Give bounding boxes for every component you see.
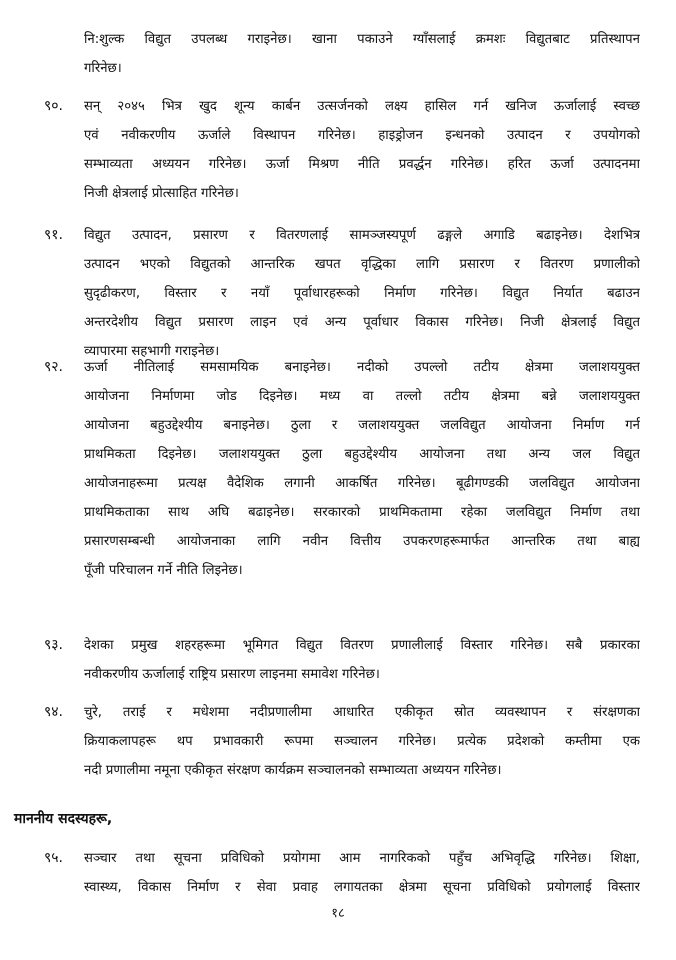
paragraph-line: निजी क्षेत्रलाई प्रोत्साहित गरिनेछ। bbox=[84, 186, 239, 201]
paragraph-line: व्यापारमा सहभागी गराइनेछ। bbox=[84, 344, 220, 359]
paragraph-line: सन् २०४५ भित्र खुद शून्य कार्बन उत्सर्जनको लक्ष्य हासिल गर्न खनिज ऊर्जालाई स्वच्छ bbox=[84, 99, 640, 114]
paragraph-line: उत्पादन भएको विद्युतको आन्तरिक खपत वृद्धिका लागि प्रसारण र वितरण प्रणालीको bbox=[84, 257, 640, 272]
paragraph-number: ९२. bbox=[44, 359, 64, 375]
paragraph-number: ९४. bbox=[44, 704, 64, 720]
paragraph-line: आयोजना बहुउद्देश्यीय बनाइनेछ। ठुला र जलाशययुक्त जलविद्युत आयोजना निर्माण गर्न bbox=[84, 418, 640, 433]
paragraph-line: नि:शुल्क विद्युत उपलब्ध गराइनेछ। खाना पकाउने ग्याँसलाई क्रमशः विद्युतबाट प्रतिस्थापन bbox=[84, 32, 640, 47]
paragraph-line: आयोजनाहरूमा प्रत्यक्ष वैदेशिक लगानी आकर्षित गरिनेछ। बूढीगण्डकी जलविद्युत आयोजना bbox=[84, 476, 640, 491]
paragraph-line: प्रसारणसम्बन्धी आयोजनाका लागि नवीन वित्तीय उपकरणहरूमार्फत आन्तरिक तथा बाह्य bbox=[84, 534, 640, 549]
paragraph-line: प्राथमिकता दिइनेछ। जलाशययुक्त ठुला बहुउद्देश्यीय आयोजना तथा अन्य जल विद्युत bbox=[84, 447, 640, 462]
paragraph-line: प्राथमिकताका साथ अघि बढाइनेछ। सरकारको प्राथमिकतामा रहेका जलविद्युत निर्माण तथा bbox=[84, 505, 640, 520]
paragraph-line: क्रियाकलापहरू थप प्रभावकारी रूपमा सञ्चालन गरिनेछ। प्रत्येक प्रदेशको कम्तीमा एक bbox=[84, 734, 640, 749]
paragraph-number: ९०. bbox=[44, 98, 64, 114]
paragraph-line: नदी प्रणालीमा नमूना एकीकृत संरक्षण कार्यक्रम सञ्चालनको सम्भाव्यता अध्ययन गरिनेछ। bbox=[84, 763, 502, 778]
paragraph-body bbox=[84, 221, 640, 366]
paragraph-line: पूँजी परिचालन गर्ने नीति लिइनेछ। bbox=[84, 563, 243, 578]
paragraph-body bbox=[84, 353, 640, 585]
paragraph-body bbox=[84, 631, 640, 689]
paragraph-number: ९३. bbox=[44, 637, 64, 653]
paragraph-body bbox=[84, 92, 640, 208]
paragraph-line: गरिनेछ। bbox=[84, 61, 122, 76]
paragraph-line: नवीकरणीय ऊर्जालाई राष्ट्रिय प्रसारण लाइनमा समावेश गरिनेछ। bbox=[84, 667, 380, 682]
section-heading: माननीय सदस्यहरू, bbox=[14, 811, 113, 827]
paragraph-line: देशका प्रमुख शहरहरूमा भूमिगत विद्युत वितरण प्रणालीलाई विस्तार गरिनेछ। सबै प्रकारका bbox=[84, 638, 640, 653]
paragraph-line: आयोजना निर्माणमा जोड दिइनेछ। मध्य वा तल्लो तटीय क्षेत्रमा बन्ने जलाशययुक्त bbox=[84, 389, 640, 404]
paragraph-line: एवं नवीकरणीय ऊर्जाले विस्थापन गरिनेछ। हाइड्रोजन इन्धनको उत्पादन र उपयोगको bbox=[84, 128, 640, 143]
paragraph-line: विद्युत उत्पादन, प्रसारण र वितरणलाई सामञ्जस्यपूर्ण ढङ्गले अगाडि बढाइनेछ। देशभित्र bbox=[84, 228, 640, 243]
page-number: १८ bbox=[331, 906, 345, 921]
paragraph-line: ऊर्जा नीतिलाई समसामयिक बनाइनेछ। नदीको उपल्लो तटीय क्षेत्रमा जलाशययुक्त bbox=[84, 360, 640, 375]
paragraph-line: चुरे, तराई र मधेशमा नदीप्रणालीमा आधारित एकीकृत स्रोत व्यवस्थापन र संरक्षणका bbox=[84, 705, 640, 720]
paragraph-line: स्वास्थ्य, विकास निर्माण र सेवा प्रवाह लगायतका क्षेत्रमा सूचना प्रविधिको प्रयोगलाई विस्तार bbox=[84, 880, 640, 895]
paragraph-number: ९५. bbox=[44, 850, 64, 866]
paragraph-line: सञ्चार तथा सूचना प्रविधिको प्रयोगमा आम नागरिकको पहुँच अभिवृद्धि गरिनेछ। शिक्षा, bbox=[84, 851, 640, 866]
paragraph-line: सुदृढीकरण, विस्तार र नयाँ पूर्वाधारहरूको निर्माण गरिनेछ। विद्युत निर्यात बढाउन bbox=[84, 286, 640, 301]
paragraph-line: अन्तरदेशीय विद्युत प्रसारण लाइन एवं अन्य पूर्वाधार विकास गरिनेछ। निजी क्षेत्रलाई विद्युत bbox=[84, 315, 640, 330]
paragraph-body bbox=[84, 844, 640, 902]
paragraph-body bbox=[84, 698, 640, 785]
paragraph-line: सम्भाव्यता अध्ययन गरिनेछ। ऊर्जा मिश्रण नीति प्रवर्द्धन गरिनेछ। हरित ऊर्जा उत्पादनमा bbox=[84, 157, 640, 172]
paragraph-number: ९१. bbox=[44, 227, 64, 243]
paragraph-body bbox=[84, 25, 640, 83]
